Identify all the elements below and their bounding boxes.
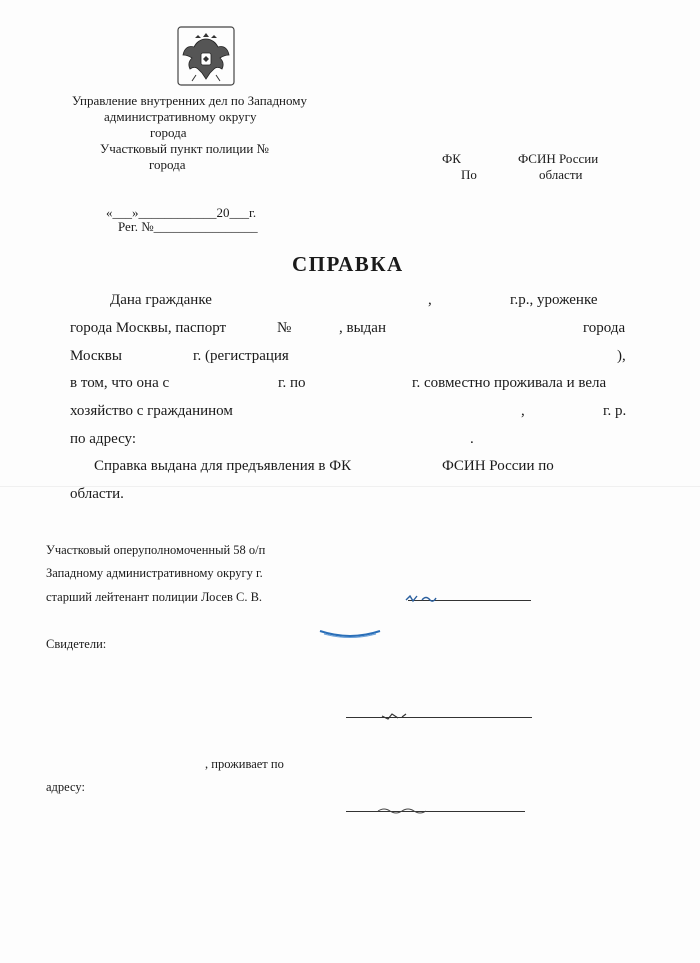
body-line-6b: . xyxy=(470,431,474,447)
reg-line: Рег. №________________ xyxy=(118,219,258,234)
lives-at-text: , проживает по xyxy=(205,757,284,771)
body-line-4c: г. совместно проживала и вела xyxy=(412,375,607,391)
signatory-line-1: Участковый оперуполномоченный 58 о/п xyxy=(46,543,266,557)
body-line-5c: г. р. xyxy=(603,403,627,419)
body-line-7b: ФСИН России по xyxy=(442,458,554,474)
body-line-4b: г. по xyxy=(278,375,306,391)
body-line-3c: ), xyxy=(617,348,626,364)
signatory-line-2: Западному административному округу г. xyxy=(46,566,263,580)
witness-signature-mark-icon xyxy=(380,711,410,721)
address-label: адресу: xyxy=(46,780,85,794)
witness-signature-mark-2-icon xyxy=(376,806,446,814)
body-line-4a: в том, что она с xyxy=(70,375,170,391)
body-line-2b: № xyxy=(277,320,292,336)
recipient-po: По xyxy=(461,167,477,182)
witness-signature-line-1 xyxy=(346,717,532,718)
body-line-5a: хозяйство с гражданином xyxy=(70,403,233,419)
org-line-5: города xyxy=(149,157,186,172)
org-line-2: административному округу xyxy=(104,109,257,124)
body-line-1a: Дана гражданке xyxy=(110,292,212,308)
signature-mark-icon xyxy=(404,592,444,604)
body-line-2a: города Москвы, паспорт xyxy=(70,320,227,336)
body-line-3a: Москвы xyxy=(70,348,122,364)
document-title: СПРАВКА xyxy=(292,252,404,276)
recipient-fk: ФК xyxy=(442,151,461,166)
body-line-5b: , xyxy=(521,403,525,419)
recipient-fsin: ФСИН России xyxy=(518,151,599,166)
body-line-1b: , xyxy=(428,292,432,308)
signatory-line-3: старший лейтенант полиции Лосев С. В. xyxy=(46,590,263,604)
body-line-6a: по адресу: xyxy=(70,431,137,447)
org-line-3: города xyxy=(150,125,187,140)
date-line: «___»____________20___г. xyxy=(106,205,257,220)
body-line-3b: г. (регистрация xyxy=(193,348,289,364)
witnesses-label: Свидетели: xyxy=(46,637,107,651)
org-line-1: Управление внутренних дел по Западному xyxy=(72,93,307,108)
recipient-oblasti: области xyxy=(539,167,583,182)
body-line-2c: , выдан xyxy=(339,320,386,336)
stamp-arc-icon xyxy=(318,628,382,640)
body-line-8a: области. xyxy=(70,486,124,502)
coat-of-arms-icon xyxy=(176,25,236,87)
body-line-1c: г.р., уроженке xyxy=(510,292,598,308)
body-line-2d: города xyxy=(583,320,626,336)
body-line-7a: Справка выдана для предъявления в ФК xyxy=(94,458,352,474)
org-line-4: Участковый пункт полиции № xyxy=(100,141,269,156)
